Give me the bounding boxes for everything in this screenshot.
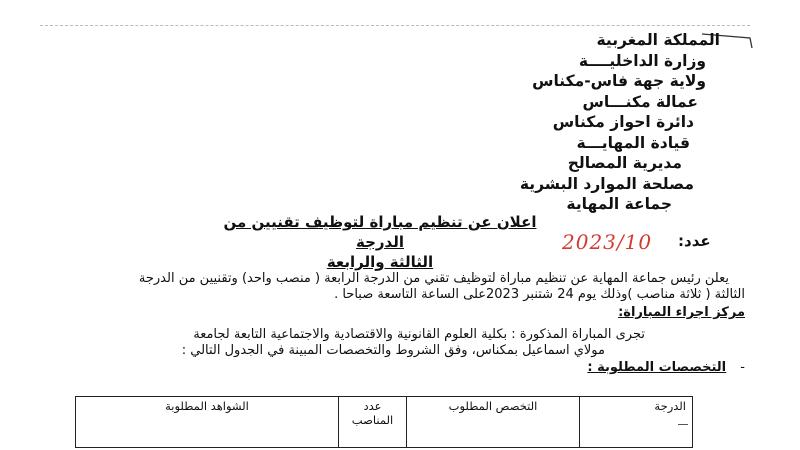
handwritten-number: 2023/10	[562, 230, 653, 254]
letterhead-line: عمالة مكنـــاس	[582, 92, 698, 111]
header-count	[339, 397, 407, 448]
letterhead	[400, 30, 720, 215]
header-specialty: التخصص المطلوب	[407, 397, 580, 448]
letterhead-line: ولاية جهة فاس-مكناس	[532, 72, 706, 90]
letterhead-line: وزارة الداخليــــة	[578, 51, 706, 70]
letterhead-line: جماعة المهاية	[566, 195, 672, 213]
venue-heading-row	[40, 305, 745, 320]
header-certificates: الشواهد المطلوبة	[76, 397, 339, 448]
specialties-heading: التخصصات المطلوبة :	[587, 360, 727, 375]
letterhead-line: قيادة المهايـــة	[576, 133, 690, 152]
paragraph-line: مولاي اسماعيل بمكناس، وفق الشروط والتخصصات المبينة في الجدول التالي :	[181, 343, 605, 358]
letterhead-line: مديرية المصالح	[567, 154, 682, 172]
reference-number-label: عدد:	[678, 232, 711, 250]
top-divider	[40, 25, 750, 26]
header-count-line: المناصب	[351, 413, 394, 427]
venue-heading: مركز اجراء المباراة:	[618, 305, 745, 320]
paragraph-line: الثالثة ( ثلاثة مناصب )وذلك يوم 24 شتنبر 2023على الساعة التاسعة صباحا .	[334, 287, 745, 302]
paragraph-line: تجرى المباراة المذكورة : بكلية العلوم القانونية والاقتصادية والاجتماعية التابعة لجامعة	[193, 327, 645, 342]
venue-paragraph	[40, 327, 745, 359]
announcement-line: الثالثة والرابعة	[326, 253, 434, 271]
intro-paragraph	[40, 271, 745, 303]
cell-mark	[678, 424, 688, 425]
letterhead-line: مصلحة الموارد البشرية	[519, 174, 694, 193]
header-count-line: عدد	[363, 399, 382, 413]
paragraph-line: يعلن رئيس جماعة المهاية عن تنظيم مباراة لتوظيف تقني من الدرجة الرابعة ( منصب واحد) وتقنيين من الدرجة	[138, 271, 729, 286]
header-degree: الدرجة	[580, 397, 693, 448]
letterhead-line: دائرة احواز مكناس	[552, 113, 694, 131]
announcement-title	[220, 212, 540, 272]
specialties-heading-row	[40, 360, 745, 375]
specialties-table	[75, 396, 693, 448]
letterhead-line: المملكة المغربية	[596, 31, 720, 49]
table-header-row	[76, 397, 693, 448]
announcement-line: اعلان عن تنظيم مباراة لتوظيف تقنيين من الدرجة	[223, 213, 537, 251]
bullet-dash: -	[740, 360, 745, 375]
